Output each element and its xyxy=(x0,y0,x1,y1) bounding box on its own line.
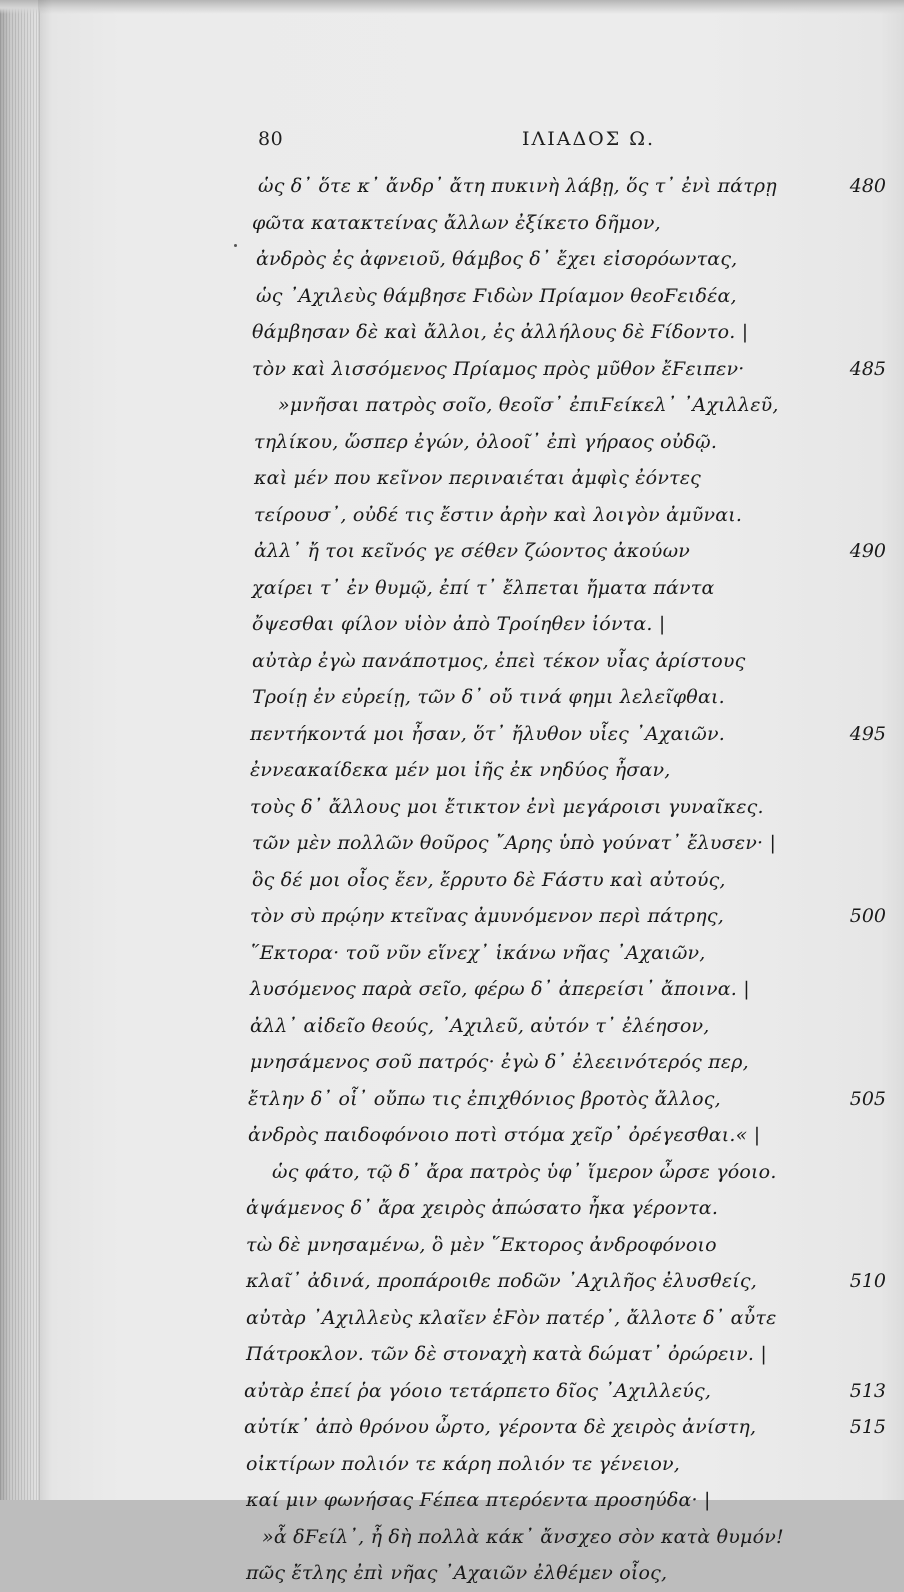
verse-line xyxy=(0,1555,904,1592)
verse-text: θάμβησαν δὲ καὶ ἄλλοι, ἐς ἀλλήλους δὲ Ϝίδοντο. | xyxy=(252,321,749,343)
verse-line xyxy=(0,643,904,680)
verse-line xyxy=(0,387,904,424)
verse-line xyxy=(0,1263,904,1300)
verse-text: Τροίῃ ἐν εὐρείῃ, τῶν δ᾽ οὔ τινά φημι λελεῖφθαι. xyxy=(252,686,725,708)
verse-block xyxy=(0,168,904,1592)
ink-speck xyxy=(234,244,237,247)
verse-text: ὡς δ᾽ ὅτε κ᾽ ἄνδρ᾽ ἄτη πυκινὴ λάβῃ, ὅς τ᾽ ἐνὶ πάτρῃ xyxy=(258,175,777,197)
verse-text: ἁψάμενος δ᾽ ἄρα χειρὸς ἀπώσατο ἦκα γέροντα. xyxy=(246,1197,719,1219)
verse-line xyxy=(0,752,904,789)
verse-line xyxy=(0,278,904,315)
verse-text: χαίρει τ᾽ ἐν θυμῷ, ἐπί τ᾽ ἔλπεται ἤματα πάντα xyxy=(252,576,715,599)
running-title: ΙΛΙΑΔΟΣ Ω. xyxy=(522,128,656,150)
verse-text: »ἆ δϜείλ᾽, ἦ δὴ πολλὰ κάκ᾽ ἄνσχεο σὸν κατὰ θυμόν! xyxy=(262,1525,784,1548)
verse-line xyxy=(0,533,904,570)
verse-line xyxy=(0,1044,904,1081)
verse-line xyxy=(0,789,904,826)
verse-line xyxy=(0,825,904,862)
verse-text: Πάτροκλον. τῶν δὲ στοναχὴ κατὰ δώματ᾽ ὀρώρειν. | xyxy=(246,1343,767,1365)
verse-line xyxy=(0,898,904,935)
line-number: 510 xyxy=(849,1270,886,1292)
verse-text: κλαῖ᾽ ἀδινά, προπάροιθε ποδῶν ᾽Αχιλῆος ἐλυσθείς, xyxy=(246,1270,757,1292)
verse-line xyxy=(0,351,904,388)
verse-line xyxy=(0,460,904,497)
verse-text: ὡς φάτο, τῷ δ᾽ ἄρα πατρὸς ὑφ᾽ ἵμερον ὦρσε γόοιο. xyxy=(272,1160,777,1183)
verse-text: ἐννεακαίδεκα μέν μοι ἰῆς ἐκ νηδύος ἦσαν, xyxy=(250,759,671,781)
line-number: 490 xyxy=(849,540,886,562)
verse-line xyxy=(0,497,904,534)
verse-line xyxy=(0,241,904,278)
verse-text: καὶ μέν που κεῖνον περιναιέται ἀμφὶς ἐόντες xyxy=(254,467,702,489)
verse-text: τῶν μὲν πολλῶν θοῦρος ῎Αρης ὑπὸ γούνατ᾽ ἔλυσεν· | xyxy=(252,832,777,854)
verse-text: ἀλλ᾽ ἤ τοι κεῖνός γε σέθεν ζώοντος ἀκούων xyxy=(254,540,691,562)
verse-line xyxy=(0,1409,904,1446)
verse-line xyxy=(0,168,904,205)
verse-line xyxy=(0,1336,904,1373)
line-number: 513 xyxy=(849,1379,886,1402)
verse-line xyxy=(0,570,904,607)
verse-text: οἰκτίρων πολιόν τε κάρη πολιόν τε γένειον, xyxy=(246,1452,681,1475)
line-number: 500 xyxy=(849,905,886,927)
line-number: 495 xyxy=(849,722,886,745)
verse-line xyxy=(0,1190,904,1227)
verse-text: αὐτὰρ ἐγὼ πανάποτμος, ἐπεὶ τέκον υἷας ἀρίστους xyxy=(252,649,746,672)
verse-text: ὄψεσθαι φίλον υἱὸν ἀπὸ Τροίηθεν ἰόντα. | xyxy=(252,613,666,635)
verse-text: καί μιν φωνήσας Ϝέπεα πτερόεντα προσηύδα· | xyxy=(246,1489,711,1511)
verse-text: ῞Εκτορα· τοῦ νῦν εἵνεχ᾽ ἱκάνω νῆας ᾽Αχαιῶν, xyxy=(250,941,706,964)
verse-text: αὐτίκ᾽ ἀπὸ θρόνου ὦρτο, γέροντα δὲ χειρὸς ἀνίστη, xyxy=(244,1416,757,1438)
line-number: 505 xyxy=(849,1087,886,1110)
line-number: 485 xyxy=(849,357,886,380)
page-header xyxy=(0,128,904,158)
verse-line xyxy=(0,1446,904,1483)
verse-line xyxy=(0,1300,904,1337)
verse-line xyxy=(0,1227,904,1264)
verse-text: πεντήκοντά μοι ἦσαν, ὅτ᾽ ἤλυθον υἷες ᾽Αχαιῶν. xyxy=(250,722,725,745)
verse-text: τὸν καὶ λισσόμενος Πρίαμος πρὸς μῦθον ἔϜειπεν· xyxy=(252,357,745,380)
verse-text: πῶς ἔτλης ἐπὶ νῆας ᾽Αχαιῶν ἐλθέμεν οἶος, xyxy=(246,1562,668,1584)
verse-text: ἀνδρὸς ἐς ἀφνειοῦ, θάμβος δ᾽ ἔχει εἰσορόωντας, xyxy=(256,248,738,270)
verse-line xyxy=(0,716,904,753)
verse-text: ὡς ᾽Αχιλεὺς θάμβησε Ϝιδὼν Πρίαμον θεοϜειδέα, xyxy=(256,284,737,307)
verse-text: τείρουσ᾽, οὐδέ τις ἔστιν ἀρὴν καὶ λοιγὸν ἀμῦναι. xyxy=(254,503,743,526)
verse-text: ὃς δέ μοι οἶος ἔεν, ἔρρυτο δὲ Ϝάστυ καὶ αὐτούς, xyxy=(252,868,726,891)
page-number: 80 xyxy=(258,128,284,150)
verse-line xyxy=(0,424,904,461)
verse-text: φῶτα κατακτείνας ἄλλων ἐξίκετο δῆμον, xyxy=(252,211,661,234)
verse-line xyxy=(0,1081,904,1118)
verse-line xyxy=(0,862,904,899)
verse-line xyxy=(0,679,904,716)
verse-line xyxy=(0,1154,904,1191)
verse-line xyxy=(0,1482,904,1519)
verse-line xyxy=(0,205,904,242)
verse-line xyxy=(0,606,904,643)
verse-line xyxy=(0,1373,904,1410)
verse-text: τοὺς δ᾽ ἄλλους μοι ἔτικτον ἐνὶ μεγάροισι γυναῖκες. xyxy=(250,795,764,818)
line-number: 480 xyxy=(849,175,886,197)
verse-text: τηλίκου, ὥσπερ ἐγών, ὀλοοῖ᾽ ἐπὶ γήραος οὐδῷ. xyxy=(254,430,718,453)
verse-line xyxy=(0,314,904,351)
top-edge xyxy=(0,0,904,14)
verse-text: τὸν σὺ πρῴην κτεῖνας ἀμυνόμενον περὶ πάτρης, xyxy=(250,905,724,927)
verse-text: μνησάμενος σοῦ πατρός· ἐγὼ δ᾽ ἐλεεινότερός περ, xyxy=(250,1051,749,1073)
line-number: 515 xyxy=(849,1416,886,1438)
verse-line xyxy=(0,1008,904,1045)
verse-text: ἀλλ᾽ αἰδεῖο θεούς, ᾽Αχιλεῦ, αὐτόν τ᾽ ἐλέησον, xyxy=(250,1014,710,1037)
verse-text: αὐτὰρ ἐπεί ῥα γόοιο τετάρπετο δῖος ᾽Αχιλλεύς, xyxy=(244,1379,712,1402)
verse-text: τὼ δὲ μνησαμένω, ὃ μὲν ῞Εκτορος ἀνδροφόνοιο xyxy=(246,1233,717,1256)
verse-line xyxy=(0,935,904,972)
verse-text: »μνῆσαι πατρὸς σοῖο, θεοῖσ᾽ ἐπιϜείκελ᾽ ᾽Αχιλλεῦ, xyxy=(278,394,779,416)
verse-line xyxy=(0,1519,904,1556)
verse-text: αὐτὰρ ᾽Αχιλλεὺς κλαῖεν ἑϜὸν πατέρ᾽, ἄλλοτε δ᾽ αὖτε xyxy=(246,1306,777,1329)
verse-text: ἔτλην δ᾽ οἷ᾽ οὔπω τις ἐπιχθόνιος βροτὸς ἄλλος, xyxy=(248,1087,721,1110)
verse-line xyxy=(0,971,904,1008)
verse-text: ἀνδρὸς παιδοφόνοιο ποτὶ στόμα χεῖρ᾽ ὀρέγεσθαι.« | xyxy=(248,1124,761,1146)
verse-text: λυσόμενος παρὰ σεῖο, φέρω δ᾽ ἀπερείσι᾽ ἄποινα. | xyxy=(250,978,750,1000)
verse-line xyxy=(0,1117,904,1154)
